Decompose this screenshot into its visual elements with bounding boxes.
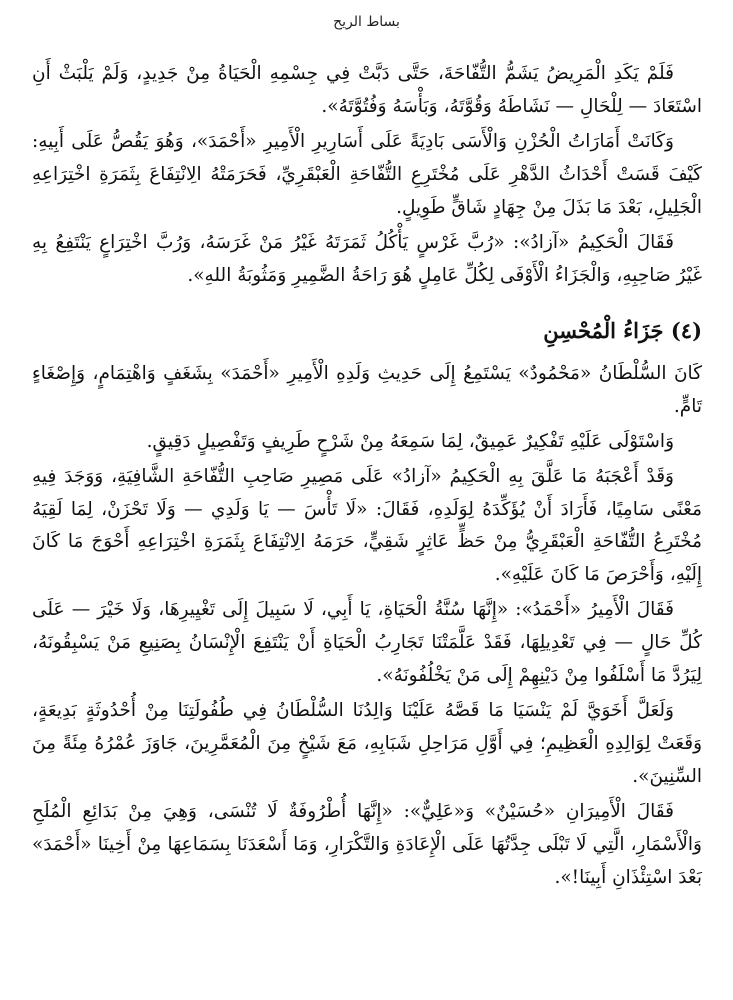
section-heading: (٤) جَزَاءُ الْمُحْسِنِ bbox=[543, 318, 702, 344]
page-body bbox=[32, 58, 702, 897]
paragraph: وَقَدْ أَعْجَبَهُ مَا عَلَّقَ بِهِ الْحَكِيمُ «آزادُ» عَلَى مَصِيرِ صَاحِبِ التُّفّاحَةِ الشَّافِيَةِ، وَوَجَدَ فِيهِ مَعْنًى سَامِيًا، فَأَرَادَ أَنْ يُؤَكِّدَهُ لِوَلَدِهِ، فَقَالَ: «لَا تَأْسَ — يَا وَلَدِي — وَلَا تَحْزَنْ، لِمَا لَقِيَهُ مُخْتَرِعُ التُّفّاحَةِ الْعَبْقَرِيُّ مِنْ حَظٍّ عَاثِرٍ شَقِيٍّ، حَرَمَهُ الِانْتِفَاعَ بِثَمَرَةِ اخْتِرَاعِهِ أَحْوَجَ مَا كَانَ إِلَيْهِ، وَأَحْرَصَ مَا كَانَ عَلَيْهِ». bbox=[32, 465, 702, 586]
paragraph: وَلَعَلَّ أَخَوَيَّ لَمْ يَنْسَيَا مَا قَصَّهُ عَلَيْنَا وَالِدُنَا السُّلْطَانُ فِي طُفُولَتِنَا مِنْ أُحْدُوثَةٍ بَدِيعَةٍ، وَقَعَتْ لِوَالِدِهِ الْعَظِيمِ؛ فِي أَوَّلِ مَرَاحِلِ شَبَابِهِ، مَعَ شَيْخٍ مِنَ الْمُعَمَّرِينَ، جَاوَزَ عُمْرُهُ مِئَةً مِنَ السِّنِينَ». bbox=[32, 700, 702, 787]
paragraph: فَلَمْ يَكَدِ الْمَرِيضُ يَشَمُّ التُّفّاحَةَ، حَتَّى دَبَّتْ فِي جِسْمِهِ الْحَيَاةُ مِنْ جَدِيدٍ، وَلَمْ يَلْبَثْ أَنِ اسْتَعَادَ — لِلْحَالِ — نَشَاطَهُ وَقُوَّتَهُ، وَبَأْسَهُ وَفُتُوَّتَهُ». bbox=[32, 63, 702, 117]
paragraph: فَقَالَ الْأَمِيرَانِ «حُسَيْنٌ» وَ«عَلِيٌّ»: «إِنَّهَا أُطْرُوفَةٌ لَا تُنْسَى، وَهِيَ مِنْ بَدَائِعِ الْمُلَحِ وَالْأَسْمَارِ، الَّتِي لَا تَبْلَى جِدَّتُهَا عَلَى الْإِعَادَةِ وَالتَّكْرَارِ، وَمَا أَسْعَدَنَا بِسَمَاعِهَا مِنْ أَخِينَا «أَحْمَدَ» بَعْدَ اسْتِئْذَانِ أَبِينَا!». bbox=[32, 800, 702, 888]
paragraph: وَاسْتَوْلَى عَلَيْهِ تَفْكِيرٌ عَمِيقٌ، لِمَا سَمِعَهُ مِنْ شَرْحٍ طَرِيفٍ وَتَفْصِيلٍ دَقِيقٍ. bbox=[146, 430, 674, 452]
running-header-title: بساط الريح bbox=[333, 14, 400, 30]
paragraph: وَكَانَتْ أَمَارَاتُ الْحُزْنِ وَالْأَسَى بَادِيَةً عَلَى أَسَارِيرِ الْأَمِيرِ «أَحْمَدَ»، وَهُوَ يَقُصُّ عَلَى أَبِيهِ: كَيْفَ قَسَتْ أَحْدَاثُ الدَّهْرِ عَلَى مُخْتَرِعِ التُّفّاحَةِ الْعَبْقَرِيِّ، فَحَرَمَتْهُ الِانْتِفَاعَ بِثَمَرَةِ اخْتِرَاعِهِ الْجَلِيلِ، بَعْدَ مَا بَذَلَ مِنْ جِهَادٍ شَاقٍّ طَوِيلٍ. bbox=[32, 130, 702, 218]
paragraph: فَقَالَ الْأَمِيرُ «أَحْمَدُ»: «إِنَّهَا سُنَّةُ الْحَيَاةِ، يَا أَبِي، لَا سَبِيلَ إِلَى تَغْيِيرِهَا، وَلَا خَيْرَ — عَلَى كُلِّ حَالٍ — فِي تَعْدِيلِهَا، فَقَدْ عَلَّمَتْنَا تَجَارِبُ الْحَيَاةِ أَنْ يَنْتَفِعَ الْإِنْسَانُ بِصَنِيعِ مَنْ يَسْبِقُونَهُ، لِيَرُدَّ مَا أَسْلَفُوا مِنْ دَيْنِهِمْ إِلَى مَنْ يَخْلُفُونَهُ». bbox=[32, 599, 702, 687]
paragraph: فَقَالَ الْحَكِيمُ «آزادُ»: «رُبَّ غَرْسٍ يَأْكُلُ ثَمَرَتَهُ غَيْرُ مَنْ غَرَسَهُ، وَرُبَّ اخْتِرَاعٍ يَنْتَفِعُ بِهِ غَيْرُ صَاحِبِهِ، وَالْجَزَاءُ الْأَوْفَى لِكُلِّ عَامِلٍ هُوَ رَاحَةُ الضَّمِيرِ وَمَثُوبَةُ اللهِ». bbox=[32, 231, 702, 286]
paragraph: كَانَ السُّلْطَانُ «مَحْمُودٌ» يَسْتَمِعُ إِلَى حَدِيثِ وَلَدِهِ الْأَمِيرِ «أَحْمَدَ» بِشَغَفٍ وَاهْتِمَامٍ، وَإِصْغَاءٍ تَامٍّ. bbox=[32, 362, 702, 417]
